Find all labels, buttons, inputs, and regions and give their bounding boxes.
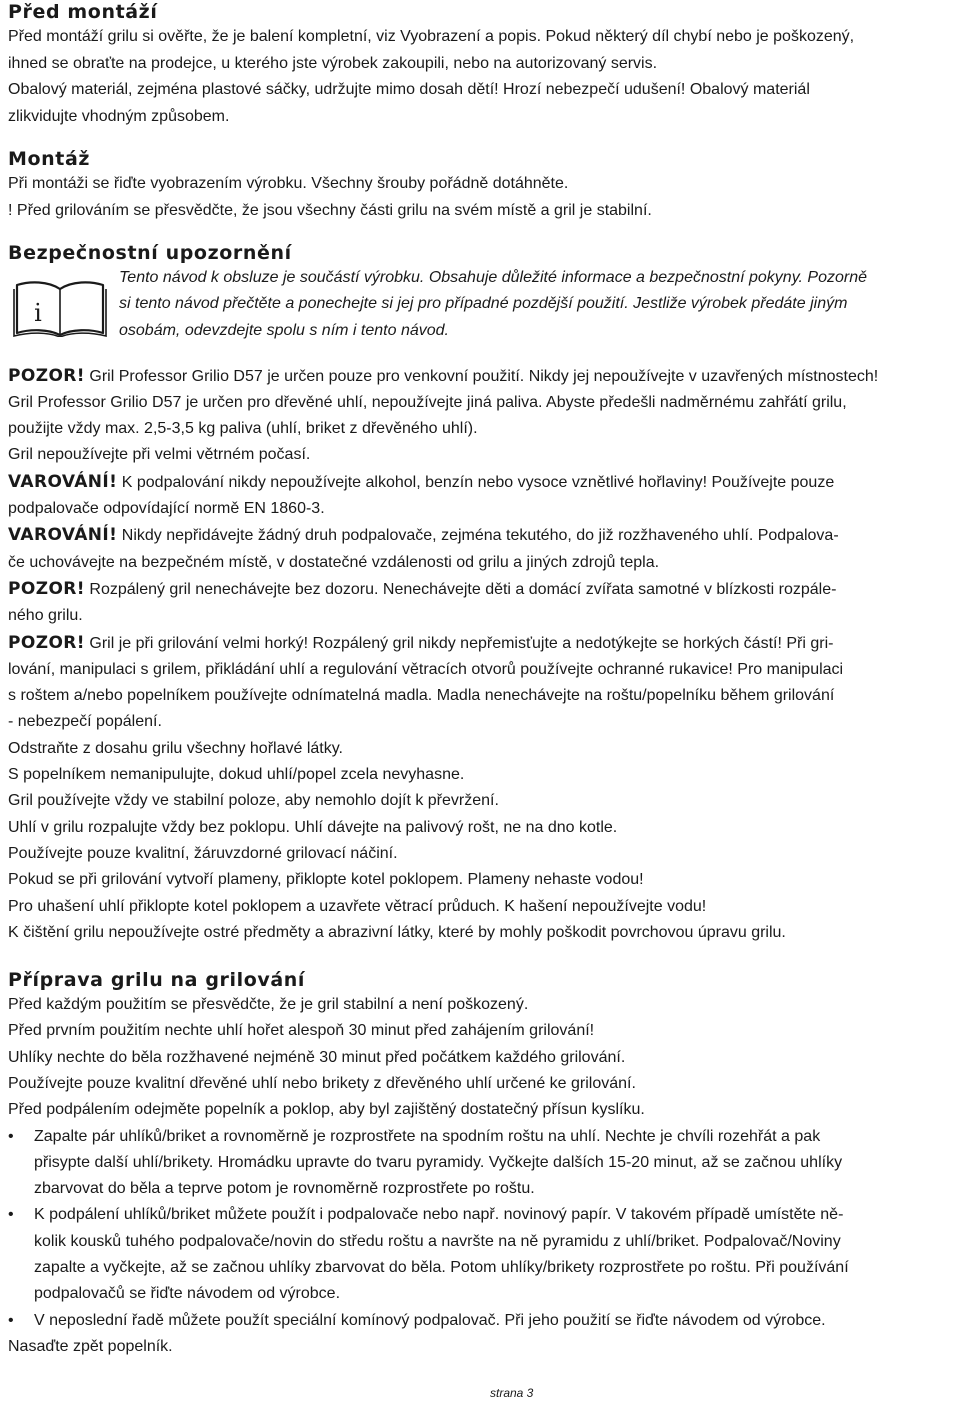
warnings-block [8,363,952,947]
paragraph-line: Uhlíky nechte do běla rozžhavené nejméně 30 minut před počátkem každého grilování. [8,1048,626,1066]
paragraph-line: Obalový materiál, zejména plastové sáčky, udržujte mimo dosah dětí! Hrozí nebezpečí udušení! Obalový materiál [8,81,810,99]
section-body-montaz [8,171,952,224]
bullet-item [8,1308,952,1335]
info-notice [8,265,952,341]
warning-line: s roštem a/nebo popelníkem používejte odnímatelná madla. Madla nenechávejte na roštu/popelníku během grilování [8,687,835,705]
bullet-line: kolik kousků tuhého podpalovače/novin do středu roštu a navršte na ně pyramidu z uhlí/briket. Podpalovač/Noviny [34,1232,841,1250]
paragraph-line: Před každým použitím se přesvědčte, že je gril stabilní a není poškozený. [8,996,529,1014]
warning-line [8,469,952,496]
bullet-marker: • [8,1206,14,1224]
info-icon-letter: i [34,298,42,327]
safety-line: K čištění grilu nepoužívejte ostré předměty a abrazivní látky, které by mohly poškodit povrchovou úpravu grilu. [8,923,786,941]
info-notice-text [119,265,867,345]
warning-keyword: POZOR! [8,365,85,386]
warning-line: použijte vždy max. 2,5-3,5 kg paliva (uhlí, briket z dřevěného uhlí). [8,420,478,438]
section-body-priprava [8,992,952,1360]
section-heading-montaz: Montáž [8,148,91,171]
bullet-line: zapalte a vyčkejte, až se začnou uhlíky zbarvovat do běla. Potom uhlíky/brikety rozprostřete po roštu. Při používání [34,1259,849,1277]
safety-line: Gril používejte vždy ve stabilní poloze, aby nemohlo dojít k převržení. [8,792,499,810]
safety-line: Uhlí v grilu rozpalujte vždy bez poklopu. Uhlí dávejte na palivový rošt, ne na dno kotle. [8,818,618,836]
warning-line: podpalovače odpovídající normě EN 1860-3. [8,500,325,518]
paragraph-line: zlikvidujte vhodným způsobem. [8,107,230,125]
bullet-line: K podpálení uhlíků/briket můžete použít i podpalovače nebo např. novinový papír. V takovém případě umístěte ně- [34,1206,844,1224]
bullet-line: zbarvovat do běla a teprve potom je rovnoměrně rozprostřete po roštu. [34,1180,535,1198]
warning-line: - nebezpečí popálení. [8,713,162,731]
warning-keyword: VAROVÁNÍ! [8,471,118,492]
bullet-text [34,1202,952,1307]
safety-line: Používejte pouze kvalitní, žáruvzdorné grilovací náčiní. [8,844,398,862]
warning-text: Gril Professor Grilio D57 je určen pouze pro venkovní použití. Nikdy jej nepoužívejte v uzavřených místnostech! [84,367,879,385]
paragraph-line: Před podpálením odejměte popelník a poklop, aby byl zajištěný dostatečný přísun kyslíku. [8,1101,645,1119]
warning-line [8,363,952,390]
bullet-line: Zapalte pár uhlíků/briket a rovnoměrně je rozprostřete na spodním roštu na uhlí. Nechte je chvíli rozehřát a pak [34,1127,821,1145]
warning-line: Gril Professor Grilio D57 je určen pro dřevěné uhlí, nepoužívejte jiná paliva. Abyste předešli nadměrnému zahřátí grilu, [8,393,847,411]
paragraph-line: Před montáží grilu si ověřte, že je balení kompletní, viz Vyobrazení a popis. Pokud některý díl chybí nebo je poškozený, [8,28,855,45]
warning-text: Rozpálený gril nenechávejte bez dozoru. Nenechávejte děti a domácí zvířata samotné v blízkosti rozpále- [84,580,837,598]
section-heading-priprava: Příprava grilu na grilování [8,969,306,992]
bullet-marker: • [8,1127,14,1145]
warning-line: ného grilu. [8,607,83,625]
section-body-pred-montazi [8,24,952,130]
paragraph-line: ! Před grilováním se přesvědčte, že jsou všechny části grilu na svém místě a gril je stabilní. [8,201,652,219]
section-heading-bezpecnost: Bezpečnostní upozornění [8,241,292,264]
warning-line: Gril nepoužívejte při velmi větrném počasí. [8,446,311,464]
paragraph-line: Nasaďte zpět popelník. [8,1338,173,1356]
bullet-line: přisypte další uhlí/brikety. Hromádku upravte do tvaru pyramidy. Vyčkejte dalších 15-20 minut, až se začnou uhlíky [34,1153,843,1171]
safety-line: S popelníkem nemanipulujte, dokud uhlí/popel zcela nevyhasne. [8,766,465,784]
warning-line [8,630,952,657]
warning-line: če uchovávejte na bezpečném místě, v dostatečné vzdálenosti od grilu a jiných zdrojů tepla. [8,553,660,571]
safety-line: Odstraňte z dosahu grilu všechny hořlavé látky. [8,739,343,757]
safety-line: Pro uhašení uhlí přiklopte kotel poklopem a uzavřete větrací průduch. K hašení nepoužívejte vodu! [8,897,707,915]
safety-line: Pokud se při grilování vytvoří plameny, přiklopte kotel poklopem. Plameny nehaste vodou! [8,871,644,889]
info-line: Tento návod k obsluze je součástí výrobku. Obsahuje důležité informace a bezpečnostní pokyny. Pozorně [119,268,867,286]
manual-book-info-icon [12,279,108,337]
info-line: osobám, odevzdejte spolu s ním i tento návod. [119,321,449,339]
bullet-text [34,1308,952,1335]
warning-line: lování, manipulaci s grilem, přikládání uhlí a regulování větracích otvorů používejte ochranné rukavice! Pro manipulaci [8,660,844,678]
info-line: si tento návod přečtěte a ponechejte si jej pro případné pozdější použití. Jestliže výrobek předáte jiným [119,295,848,313]
warning-text: Gril je při grilování velmi horký! Rozpálený gril nikdy nepřemisťujte a nedotýkejte se horkých částí! Při gri- [84,634,834,652]
paragraph-line: Používejte pouze kvalitní dřevěné uhlí nebo brikety z dřevěného uhlí určené ke grilování. [8,1074,636,1092]
paragraph-line: Před prvním použitím nechte uhlí hořet alespoň 30 minut před zahájením grilování! [8,1022,595,1040]
warning-keyword: POZOR! [8,632,85,653]
bullet-line: podpalovačů se řiďte návodem od výrobce. [34,1285,341,1303]
warning-line [8,576,952,603]
paragraph-line: Při montáži se řiďte vyobrazením výrobku. Všechny šrouby pořádně dotáhněte. [8,175,569,193]
paragraph-line: ihned se obraťte na prodejce, u kterého jste výrobek zakoupili, nebo na autorizovaný servis. [8,54,658,72]
bullet-item [8,1124,952,1203]
warning-keyword: VAROVÁNÍ! [8,525,118,546]
warning-line [8,522,952,549]
bullet-marker: • [8,1311,14,1329]
warning-text: Nikdy nepřidávejte žádný druh podpalovače, zejména tekutého, do již rozžhaveného uhlí. Podpalova- [117,527,839,545]
warning-text: K podpalování nikdy nepoužívejte alkohol, benzín nebo vysoce vznětlivé hořlaviny! Používejte pouze [117,473,835,491]
bullet-line: V neposlední řadě můžete použít speciální komínový podpalovač. Při jeho použití se řiďte návodem od výrobce. [34,1311,826,1329]
warning-keyword: POZOR! [8,578,85,599]
section-heading-pred-montazi: Před montáží [8,1,158,23]
bullet-item [8,1202,952,1307]
page-number: strana 3 [490,1386,534,1400]
bullet-text [34,1124,952,1203]
